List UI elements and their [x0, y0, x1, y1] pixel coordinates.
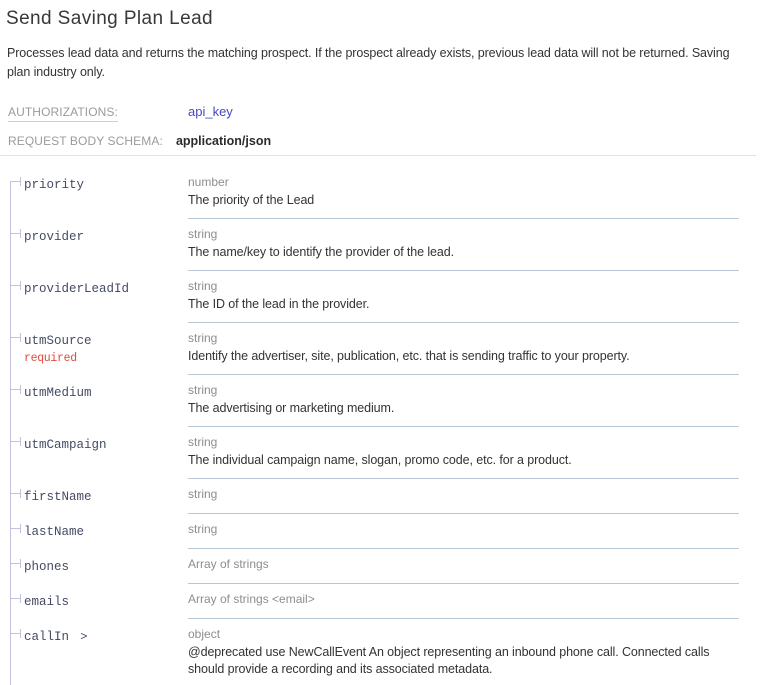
field-details-cell	[188, 323, 739, 375]
field-type: object	[188, 627, 221, 641]
schema-field-row	[0, 323, 760, 375]
schema-field-row	[0, 549, 760, 584]
field-type: Array of strings	[188, 557, 269, 571]
field-name-cell	[0, 219, 188, 271]
field-name-wrap	[24, 279, 182, 297]
field-description: The ID of the lead in the provider.	[188, 297, 370, 311]
field-name-cell	[0, 167, 188, 219]
field-name: lastName	[24, 525, 85, 539]
field-name-wrap	[24, 522, 182, 540]
authorizations-label-cell	[8, 103, 188, 121]
page-description: Processes lead data and returns the matching prospect. If the prospect already exists, previous lead data will not be returned. Saving plan industry only.	[7, 46, 730, 79]
field-details-cell	[188, 479, 739, 514]
request-body-label: REQUEST BODY SCHEMA:	[8, 134, 163, 148]
field-name-cell	[0, 323, 188, 375]
field-details-cell	[188, 619, 739, 685]
field-description: Identify the advertiser, site, publication, etc. that is sending traffic to your property.	[188, 349, 630, 363]
field-description: The priority of the Lead	[188, 193, 315, 207]
schema-field-row	[0, 479, 760, 514]
schema-field-row	[0, 514, 760, 549]
field-name-cell	[0, 514, 188, 549]
schema-field-row	[0, 219, 760, 271]
field-name-wrap	[24, 227, 182, 245]
field-name-cell	[0, 427, 188, 479]
schema-field-row	[0, 584, 760, 619]
field-type: string	[188, 487, 218, 501]
field-name: emails	[24, 595, 70, 609]
field-type: string	[188, 279, 218, 293]
field-name-wrap	[24, 383, 182, 401]
field-name: callIn	[24, 630, 70, 644]
request-schema-table	[0, 167, 760, 685]
section-divider	[0, 155, 756, 156]
field-name-cell	[0, 479, 188, 514]
authorizations-label: AUTHORIZATIONS:	[8, 105, 118, 122]
field-name: provider	[24, 230, 85, 244]
field-name-cell	[0, 549, 188, 584]
field-details-cell	[188, 549, 739, 584]
field-description: @deprecated use NewCallEvent An object representing an inbound phone call. Connected calls should provide a recording and its associated metadata.	[188, 645, 710, 676]
field-name: providerLeadId	[24, 282, 130, 296]
field-name-wrap	[24, 435, 182, 453]
field-type: string	[188, 331, 218, 345]
field-description: The individual campaign name, slogan, promo code, etc. for a product.	[188, 453, 572, 467]
field-name: priority	[24, 178, 85, 192]
field-details-cell	[188, 584, 739, 619]
request-body-row	[8, 134, 760, 148]
field-name: firstName	[24, 490, 92, 504]
field-name-wrap	[24, 487, 182, 505]
schema-field-row	[0, 375, 760, 427]
field-name-cell	[0, 619, 188, 685]
field-name-wrap[interactable]	[24, 627, 182, 645]
field-type: string	[188, 522, 218, 536]
field-type: string	[188, 227, 218, 241]
field-name: utmMedium	[24, 386, 92, 400]
field-name-cell	[0, 375, 188, 427]
field-name: utmSource	[24, 334, 92, 348]
field-details-cell	[188, 514, 739, 549]
field-name-wrap	[24, 175, 182, 193]
required-badge: required	[24, 352, 77, 365]
field-type: Array of strings <email>	[188, 592, 315, 606]
schema-field-row	[0, 271, 760, 323]
field-description: The advertising or marketing medium.	[188, 401, 395, 415]
field-name-wrap	[24, 331, 182, 349]
expand-chevron-icon[interactable]: >	[73, 630, 88, 644]
schema-field-row	[0, 167, 760, 219]
field-details-cell	[188, 219, 739, 271]
field-name-wrap	[24, 592, 182, 610]
field-details-cell	[188, 167, 739, 219]
field-name-wrap	[24, 557, 182, 575]
field-description: The name/key to identify the provider of the lead.	[188, 245, 454, 259]
field-name-cell	[0, 271, 188, 323]
page-title: Send Saving Plan Lead	[6, 8, 213, 29]
content-type-value: application/json	[175, 134, 272, 148]
field-type: number	[188, 175, 229, 189]
authorizations-row	[8, 103, 760, 121]
field-name: phones	[24, 560, 70, 574]
api-key-link[interactable]: api_key	[188, 104, 233, 119]
field-details-cell	[188, 271, 739, 323]
field-name-cell	[0, 584, 188, 619]
field-details-cell	[188, 375, 739, 427]
field-details-cell	[188, 427, 739, 479]
schema-field-row	[0, 619, 760, 685]
field-type: string	[188, 383, 218, 397]
schema-field-row	[0, 427, 760, 479]
field-name: utmCampaign	[24, 438, 107, 452]
field-type: string	[188, 435, 218, 449]
